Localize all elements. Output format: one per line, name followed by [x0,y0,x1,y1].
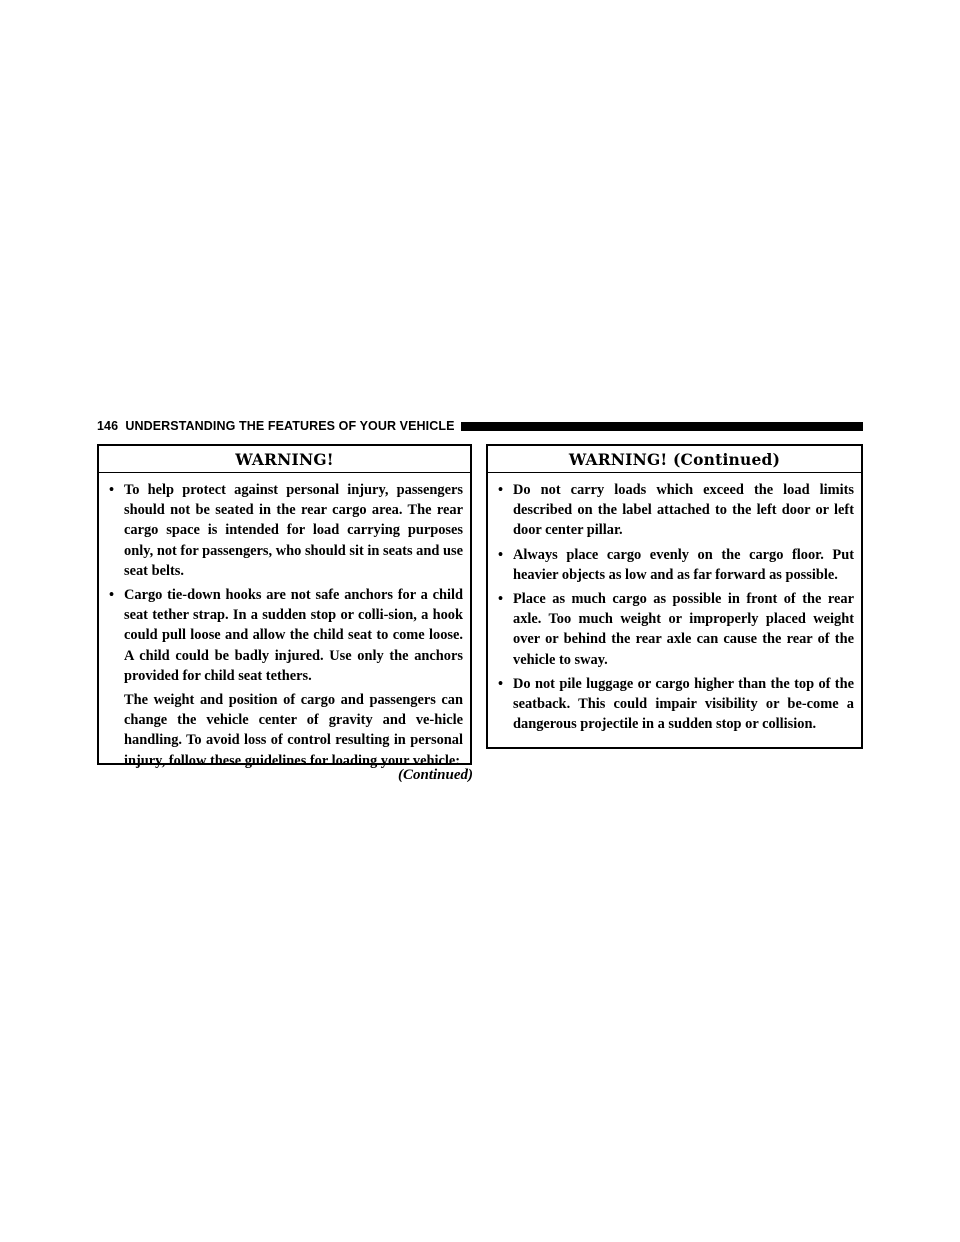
warning-item [496,674,854,735]
warning-item-text: Place as much cargo as possible in front of the rear axle. Too much weight or improperly placed weight over or behind the rear axle can cause the rear of the vehicle to sway. [513,591,854,668]
bullet-icon: • [498,591,504,608]
warning-title: WARNING! [99,446,470,473]
warning-body [488,473,861,734]
bullet-icon: • [109,482,115,498]
warning-item-text: Do not pile luggage or cargo higher than the top of the seatback. This could impair visibility or be-come a dangerous projectile in a sudden stop or collision. [513,675,854,733]
warning-item [107,585,463,686]
warning-paragraph: The weight and position of cargo and passengers can change the vehicle center of gravity and ve-hicle handling. To avoid loss of control resulting in personal injury, follow these guidelines for loading your vehicle: [124,692,463,769]
bullet-icon: • [109,587,115,604]
warning-item-text: Cargo tie-down hooks are not safe anchors for a child seat tether strap. In a sudden stop or colli-sion, a hook could pull loose and allow the child seat to come loose. A child could be badly injured. Use only the anchors provided for child seat tethers. [124,587,463,684]
bullet-icon: • [498,675,504,692]
section-title: UNDERSTANDING THE FEATURES OF YOUR VEHICLE [125,419,455,433]
warning-body [99,473,470,771]
warning-item [496,480,854,541]
page-header-text [97,419,461,433]
warning-box-left [97,444,472,769]
warning-item-text: Do not carry loads which exceed the load limits described on the label attached to the left door or left door center pillar. [513,482,854,539]
page-number: 146 [97,419,119,433]
warning-item [107,480,463,581]
bullet-icon: • [498,482,504,498]
warning-item [496,589,854,670]
warning-title: WARNING! (Continued) [488,446,861,473]
warning-box-right [486,444,863,749]
warning-item-text: To help protect against personal injury, passengers should not be seated in the rear cargo area. The rear cargo space is intended for load carrying purposes only, not for passengers, who should sit in seats and use seat belts. [124,482,463,579]
bullet-icon: • [498,546,504,563]
continued-note: (Continued) [397,767,473,783]
warning-item-text: Always place cargo evenly on the cargo floor. Put heavier objects as low and as far forward as possible. [513,546,854,583]
page-header [97,418,863,434]
header-rule [461,422,863,431]
warning-item [496,545,854,585]
